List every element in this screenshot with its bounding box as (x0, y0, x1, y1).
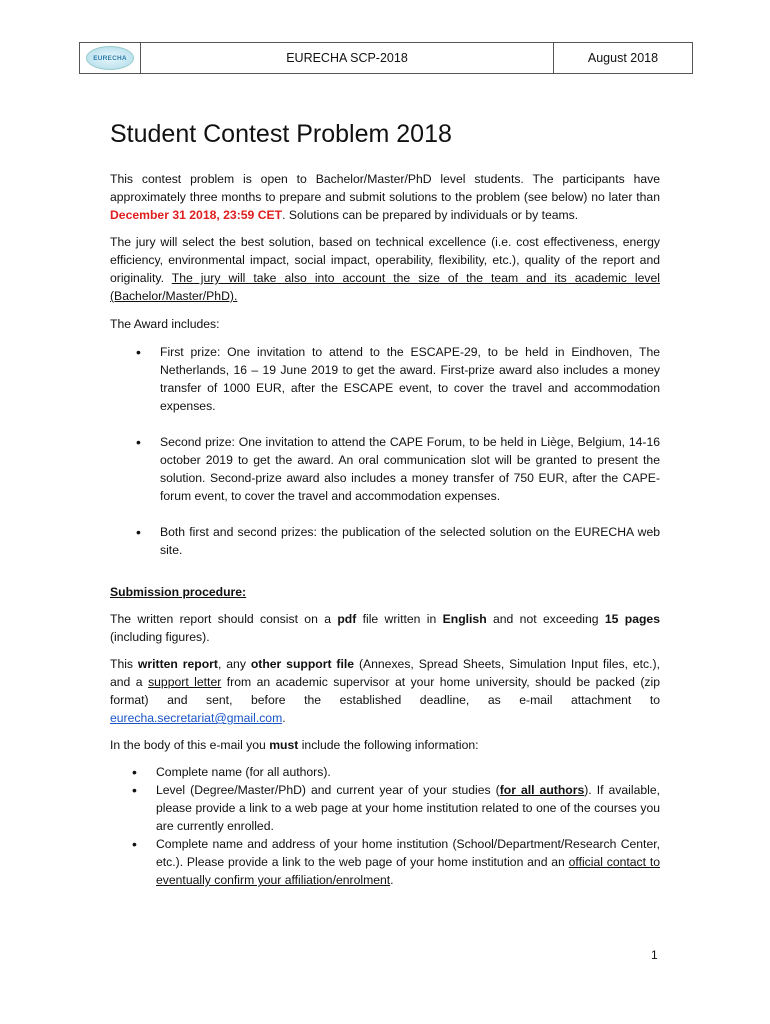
text: The written report should consist on a (110, 612, 338, 626)
text: include the following information: (298, 738, 479, 752)
document-body (110, 118, 660, 889)
text: This (110, 657, 138, 671)
list-item: • First prize: One invitation to attend to the ESCAPE-29, to be held in Eindhoven, The Netherlands, 16 – 19 June 2019 to get the award. First-prize award also includes a money transfer of 1000 EUR, after the ESCAPE event, to cover the travel and accommodation expenses. (110, 343, 660, 415)
text: In the body of this e-mail you (110, 738, 270, 752)
text: . (390, 873, 394, 887)
list-item: • Complete name (for all authors). (110, 763, 660, 781)
email-link[interactable]: eurecha.secretariat@gmail.com (110, 711, 283, 725)
jury-text: The jury will select the best solution, based on technical excellence (i.e. cost effectiveness, energy efficiency, environmental impact, social impact, operability, flexibility, etc.), quality of the report and originality. (110, 235, 660, 285)
pages-emphasis: 15 pages (604, 612, 660, 626)
logo-text: EURECHA (93, 54, 127, 62)
page-number: 1 (651, 948, 658, 962)
logo-cell (80, 43, 141, 73)
text: from an academic supervisor at your home university, should be packed (zip format) and sent, before the established deadline, as e-mail attachment to (110, 675, 660, 707)
other-file-emphasis: other support file (250, 657, 355, 671)
page-title: Student Contest Problem 2018 (110, 120, 452, 148)
deadline: December 31 2018, 23:59 CET (110, 208, 283, 222)
submission-paragraph-3 (110, 736, 660, 754)
intro-paragraph (110, 170, 660, 224)
text: file written in (356, 612, 443, 626)
prize-list (110, 343, 660, 559)
header-date: August 2018 (587, 51, 659, 65)
info-list (110, 763, 660, 889)
text: and not exceeding (486, 612, 605, 626)
text: (including figures). (110, 630, 210, 644)
submission-heading: Submission procedure: (110, 585, 247, 599)
text: . (282, 711, 286, 725)
list-item: • Second prize: One invitation to attend the CAPE Forum, to be held in Liège, Belgium, 14-16 october 2019 to get the award. An oral communication slot will be granted to present the solution. Second-prize award also includes a money transfer of 750 EUR, after the CAPE-forum event, to cover the travel and accommodation expenses. (110, 433, 660, 505)
text: Complete name and address of your home institution (School/Department/Research Center, etc.). Please provide a link to the web page of your home institution and an (156, 837, 660, 869)
list-item: • Both first and second prizes: the publication of the selected solution on the EURECHA web site. (110, 523, 660, 559)
text: , any (217, 657, 251, 671)
text: (Annexes, Spread Sheets, Simulation Input files, etc.), and a (110, 657, 660, 689)
intro-text-end: . Solutions can be prepared by individuals or by teams. (282, 208, 579, 222)
eurecha-logo (86, 46, 134, 70)
text: Level (Degree/Master/PhD) and current year of your studies ( (156, 783, 500, 797)
submission-paragraph-2 (110, 655, 660, 727)
pdf-emphasis: pdf (337, 612, 357, 626)
submission-paragraph-1 (110, 610, 660, 646)
all-authors-emphasis: for all authors (499, 783, 585, 797)
must-emphasis: must (269, 738, 299, 752)
text: ). If available, please provide a link to a web page at your home institution related to one of the courses you are currently enrolled. (156, 783, 660, 833)
page-header (79, 42, 693, 74)
header-title: EURECHA SCP-2018 (141, 43, 554, 73)
jury-paragraph (110, 233, 660, 305)
report-emphasis: written report (137, 657, 218, 671)
official-contact: official contact to eventually confirm your affiliation/enrolment (156, 855, 660, 887)
jury-underlined: The jury will take also into account the size of the team and its academic level (Bachelor/Master/PhD). (110, 271, 660, 303)
english-emphasis: English (442, 612, 487, 626)
award-intro: The Award includes: (110, 317, 220, 331)
intro-text: This contest problem is open to Bachelor/Master/PhD level students. The participants have approximately three months to prepare and submit solutions to the problem (see below) no later than (110, 172, 660, 204)
support-letter: support letter (148, 675, 222, 689)
list-item (110, 781, 660, 835)
list-item (110, 835, 660, 889)
